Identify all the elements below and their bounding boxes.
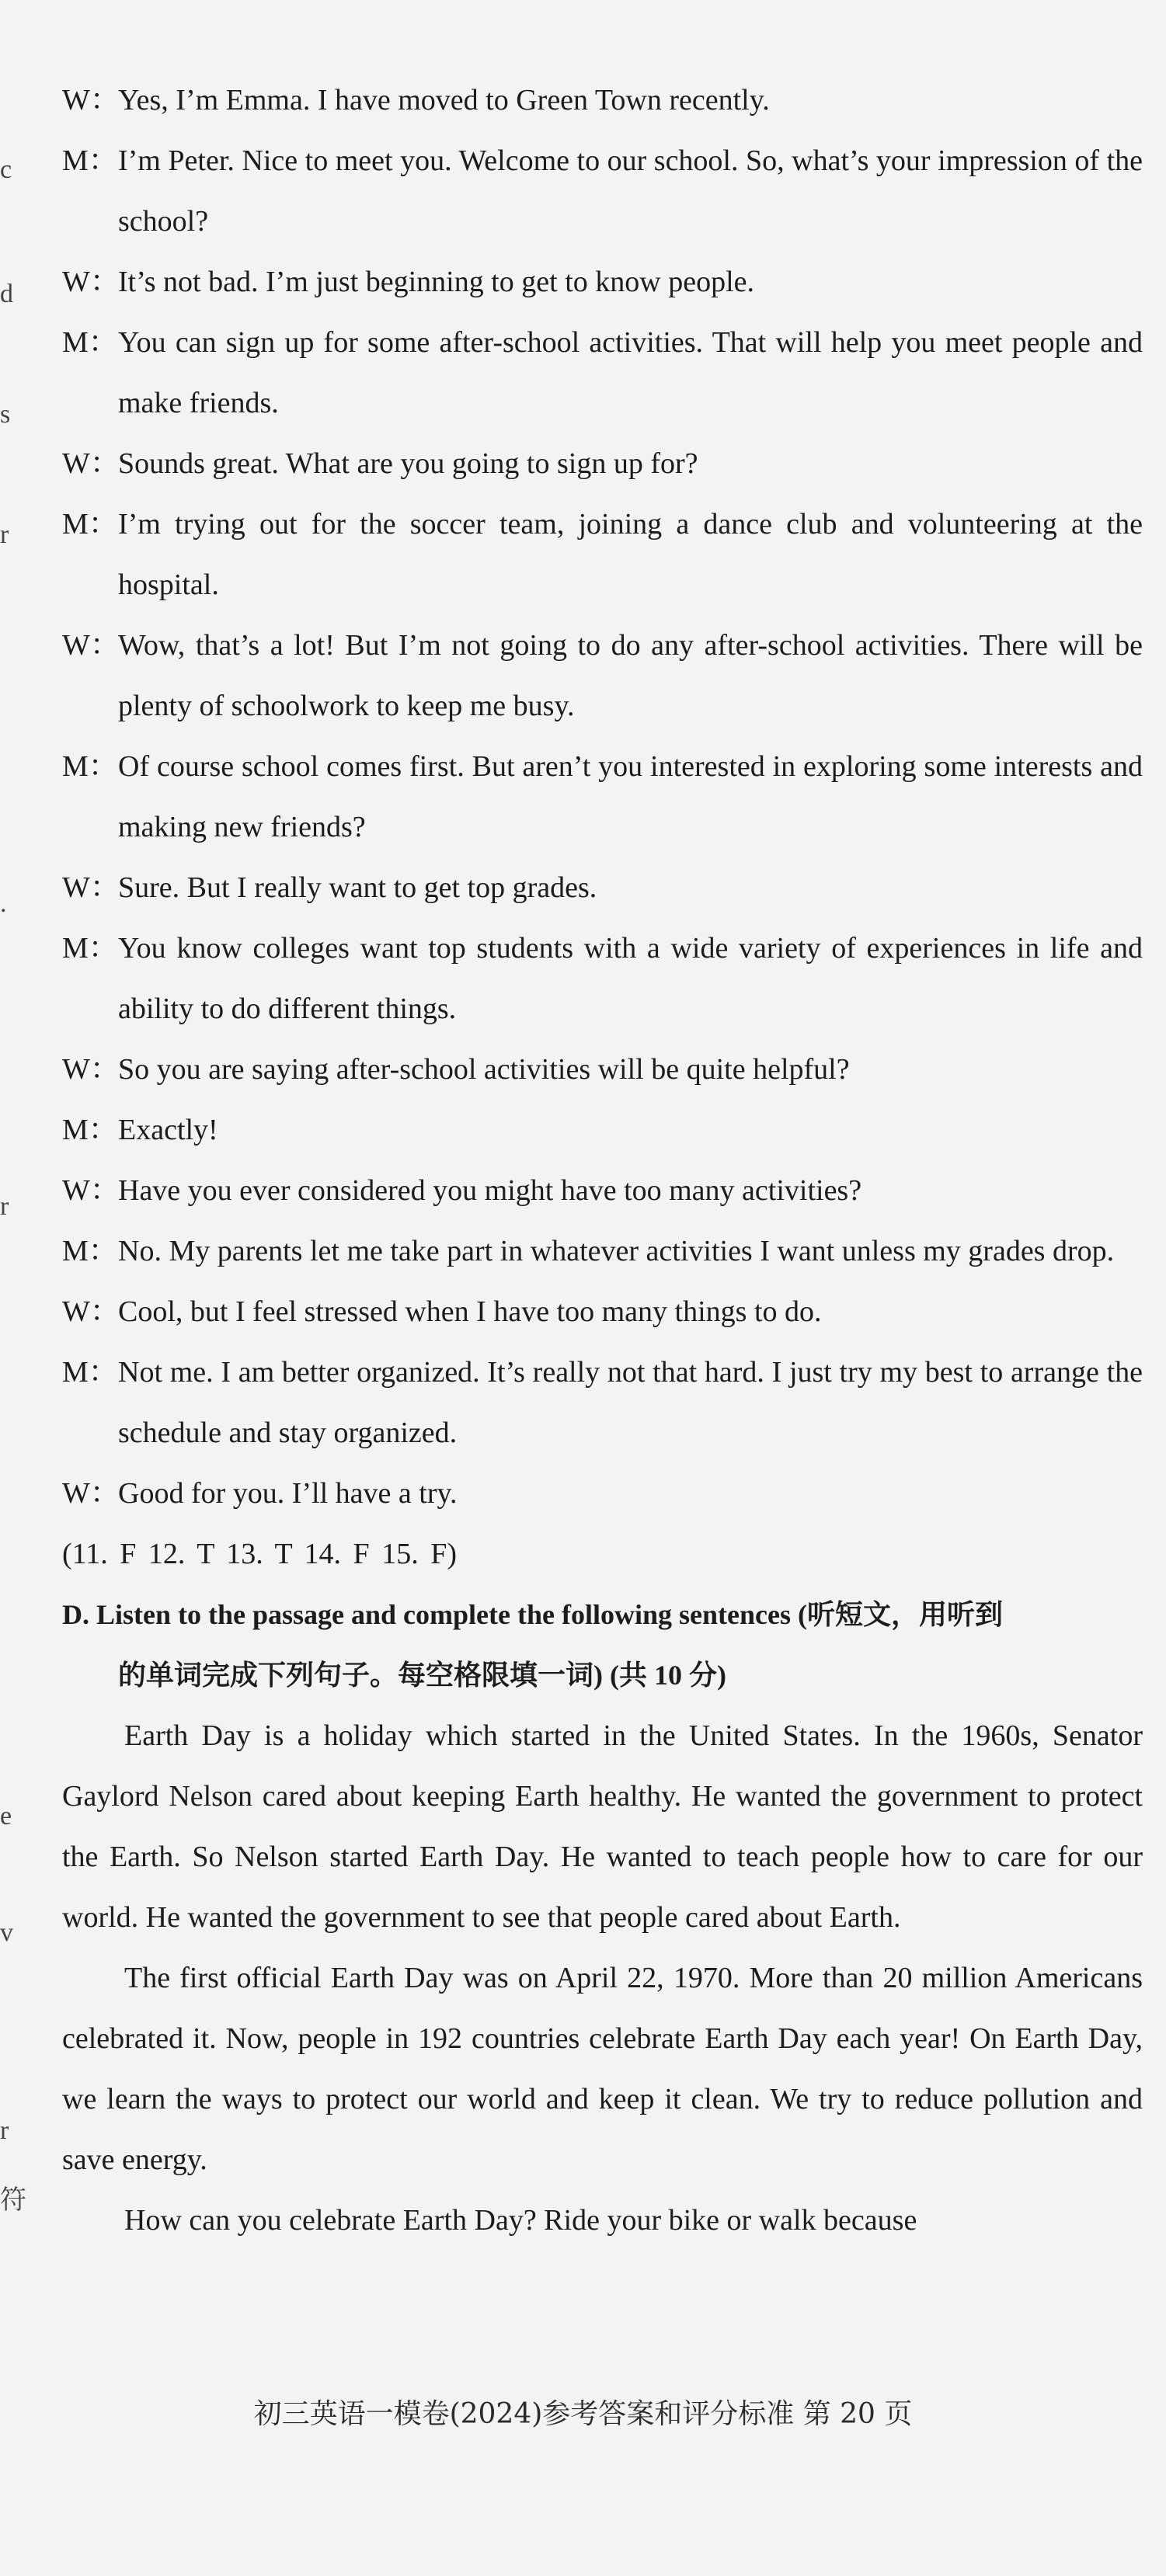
margin-mark: v (0, 1918, 13, 1947)
speaker-label: M： (62, 1114, 118, 1146)
dialogue-line (62, 1221, 1143, 1281)
dialogue-text: Cool, but I feel stressed when I have too many things to do. (118, 1295, 822, 1328)
dialogue-text: Not me. I am better organized. It’s really not that hard. I just try my best to arrange the schedule and stay organized. (118, 1356, 1143, 1449)
dialogue-text: Sure. But I really want to get top grades. (118, 871, 597, 904)
section-d-heading-line1: D. Listen to the passage and complete the following sentences (听短文，用听到 (62, 1599, 1003, 1630)
speaker-label: W： (62, 84, 120, 116)
dialogue-line (62, 70, 1143, 130)
dialogue-text: Have you ever considered you might have too many activities? (118, 1174, 862, 1207)
dialogue-line (62, 1281, 1143, 1342)
speaker-label: M： (62, 144, 118, 177)
page-footer: 初三英语一模卷(2024)参考答案和评分标准 第 20 页 (253, 2398, 913, 2430)
dialogue-line (62, 736, 1143, 857)
dialogue-text: Good for you. I’ll have a try. (118, 1477, 458, 1510)
dialogue-text: It’s not bad. I’m just beginning to get to know people. (118, 266, 755, 298)
speaker-label: M： (62, 932, 118, 965)
speaker-label: W： (62, 1053, 120, 1086)
speaker-label: W： (62, 447, 120, 480)
dialogue-text: You know colleges want top students with a wide variety of experiences in life and ability to do different things. (118, 932, 1143, 1025)
speaker-label: W： (62, 1477, 120, 1510)
speaker-label: W： (62, 1295, 120, 1328)
margin-mark: c (0, 155, 12, 184)
dialogue-line (62, 1160, 1143, 1221)
margin-mark: e (0, 1802, 12, 1830)
speaker-label: M： (62, 1356, 118, 1389)
speaker-label: W： (62, 1174, 120, 1207)
dialogue-line (62, 433, 1143, 494)
dialogue-text: Of course school comes first. But aren’t you interested in exploring some interests and making new friends? (118, 750, 1143, 843)
margin-mark: 符 (0, 2186, 26, 2215)
dialogue-text: Sounds great. What are you going to sign up for? (118, 447, 698, 480)
dialogue-line (62, 494, 1143, 615)
dialogue-line (62, 918, 1143, 1039)
speaker-label: M： (62, 1235, 118, 1267)
answer-key: (11. F 12. T 13. T 14. F 15. F) (62, 1538, 457, 1570)
speaker-label: M： (62, 508, 118, 541)
dialogue-text: I’m trying out for the soccer team, joining a dance club and volunteering at the hospital. (118, 508, 1143, 601)
dialogue-line (62, 1100, 1143, 1160)
dialogue-text: Wow, that’s a lot! But I’m not going to do any after-school activities. There will be plenty of schoolwork to keep me busy. (118, 629, 1143, 722)
passage-paragraph: How can you celebrate Earth Day? Ride your bike or walk because (124, 2204, 917, 2237)
dialogue-text: So you are saying after-school activities will be quite helpful? (118, 1053, 850, 1086)
margin-mark: d (0, 280, 13, 308)
dialogue-line (62, 130, 1143, 252)
dialogue-line (62, 1463, 1143, 1524)
margin-mark: r (0, 1192, 9, 1221)
dialogue-text: Exactly! (118, 1114, 218, 1146)
dialogue-line (62, 1342, 1143, 1463)
speaker-label: M： (62, 326, 118, 359)
passage-paragraph: Earth Day is a holiday which started in the United States. In the 1960s, Senator Gaylord Nelson cared about keeping Earth healthy. He wanted the government to protect the Earth. So Nelson started Earth Day. He wanted to teach people how to care for our world. He wanted the government to see that people cared about Earth. (62, 1719, 1143, 1934)
dialogue-line (62, 857, 1143, 918)
margin-mark: . (0, 889, 7, 918)
passage-paragraph: The first official Earth Day was on April 22, 1970. More than 20 million Americans celebrated it. Now, people in 192 countries celebrate Earth Day each year! On Earth Day, we learn the ways to protect our world and keep it clean. We try to reduce pollution and save energy. (62, 1962, 1143, 2176)
margin-mark: r (0, 2116, 9, 2145)
section-d-heading (62, 1584, 1143, 1705)
dialogue-line (62, 615, 1143, 736)
speaker-label: W： (62, 629, 120, 662)
margin-mark: r (0, 520, 9, 549)
dialogue-text: You can sign up for some after-school activities. That will help you meet people and make friends. (118, 326, 1143, 419)
dialogue (62, 70, 1143, 1524)
section-d-heading-line2: 的单词完成下列句子。每空格限填一词) (共 10 分) (118, 1660, 726, 1691)
dialogue-text: Yes, I’m Emma. I have moved to Green Town recently. (118, 84, 770, 116)
margin-mark: s (0, 400, 11, 429)
passage (62, 1705, 1143, 2251)
dialogue-text: I’m Peter. Nice to meet you. Welcome to our school. So, what’s your impression of the school? (118, 144, 1143, 238)
dialogue-line (62, 252, 1143, 312)
dialogue-line (62, 312, 1143, 433)
dialogue-text: No. My parents let me take part in whatever activities I want unless my grades drop. (118, 1235, 1115, 1267)
speaker-label: M： (62, 750, 118, 783)
speaker-label: W： (62, 871, 120, 904)
speaker-label: W： (62, 266, 120, 298)
dialogue-line (62, 1039, 1143, 1100)
